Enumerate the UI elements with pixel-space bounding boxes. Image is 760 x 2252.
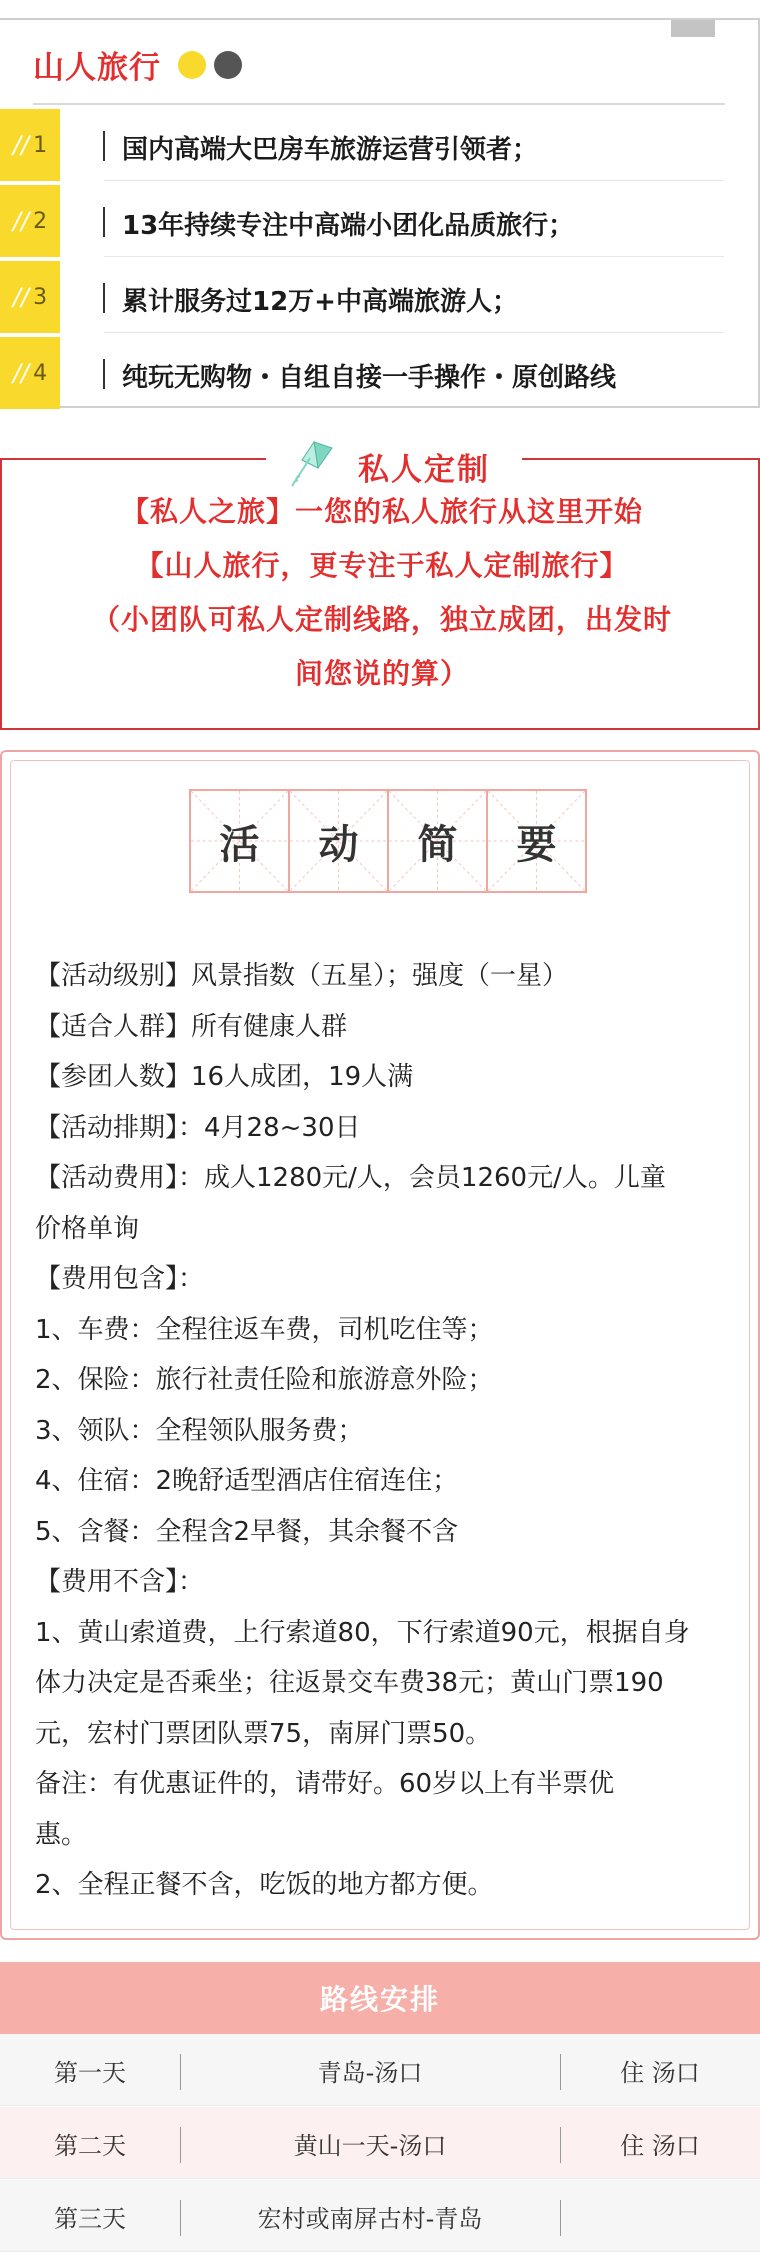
title-char: 活: [219, 821, 260, 868]
feature-divider: [104, 256, 724, 257]
feature-text: 13年持续专注中高端小团化品质旅行；: [122, 211, 575, 241]
title-grid-cell: [189, 789, 290, 893]
feature-text: 纯玩无购物・自组自接一手操作・原创路线: [122, 363, 617, 393]
feature-bar-icon: [103, 359, 105, 389]
summary-line: 惠。: [35, 1819, 88, 1850]
summary-line: 2、全程正餐不含，吃饭的地方都方便。: [35, 1870, 494, 1900]
summary-line: 3、领队：全程领队服务费；: [35, 1415, 364, 1446]
feature-number: 4: [33, 360, 48, 386]
summary-line: 【适合人群】所有健康人群: [35, 1011, 348, 1042]
summary-line: 1、车费：全程往返车费，司机吃住等；: [35, 1314, 494, 1345]
brand-title: 山人旅行: [33, 50, 161, 86]
slash-glyph: //: [12, 131, 30, 159]
feature-divider: [104, 332, 724, 333]
title-char: 简: [417, 821, 458, 868]
kite-icon: [284, 438, 336, 490]
route-stay: 住 汤口: [620, 2058, 700, 2087]
feature-bar-icon: [103, 283, 105, 313]
brand-divider: [33, 103, 725, 105]
summary-line: 【活动费用】：成人1280元/人，会员1260元/人。儿童: [35, 1163, 666, 1193]
route-row: [0, 2107, 760, 2179]
route-day: 第一天: [54, 2058, 126, 2087]
custom-line: 【私人之旅】一您的私人旅行从这里开始: [120, 495, 643, 528]
title-char: 要: [516, 821, 557, 868]
slash-glyph: //: [12, 207, 30, 235]
feature-number: 2: [33, 208, 48, 234]
custom-line: 【山人旅行，更专注于私人定制旅行】: [135, 549, 629, 582]
feature-number-badge: [0, 261, 60, 333]
custom-heading: [266, 438, 522, 488]
route-path: 黄山一天-汤口: [293, 2131, 447, 2160]
route-row: [0, 2034, 760, 2106]
summary-line: 4、住宿：2晚舒适型酒店住宿连住；: [35, 1466, 459, 1496]
custom-travel-box: [0, 452, 760, 730]
brand-tab-decoration: [671, 20, 715, 37]
feature-bar-icon: [103, 207, 105, 237]
summary-line: 【费用不含】：: [35, 1567, 205, 1597]
route-stay: 住 汤口: [620, 2131, 700, 2160]
feature-number-badge: [0, 185, 60, 257]
feature-number: 1: [33, 132, 48, 158]
custom-line: 间您说的算）: [294, 657, 469, 690]
slash-glyph: //: [12, 359, 30, 387]
feature-number: 3: [33, 284, 48, 310]
route-path: 宏村或南屏古村-青岛: [257, 2204, 483, 2233]
summary-line: 【活动排期】：4月28~30日: [35, 1112, 361, 1143]
summary-text-block: [35, 951, 745, 1911]
summary-line: 【费用包含】：: [35, 1264, 205, 1294]
route-path: 青岛-汤口: [317, 2058, 423, 2087]
feature-item: [0, 337, 740, 409]
slash-glyph: //: [12, 283, 30, 311]
summary-line: 【参团人数】16人成团，19人满: [35, 1062, 414, 1092]
brand-card: [0, 18, 760, 408]
feature-text: 国内高端大巴房车旅游运营引领者；: [122, 135, 539, 165]
summary-line: 1、黄山索道费，上行索道80，下行索道90元，根据自身: [35, 1617, 690, 1648]
feature-item: [0, 109, 740, 181]
route-row: [0, 2180, 760, 2252]
title-grid-cell: [486, 789, 587, 893]
custom-title: 私人定制: [358, 452, 490, 488]
summary-line: 价格单询: [35, 1213, 140, 1244]
feature-bar-icon: [103, 131, 105, 161]
route-day: 第二天: [54, 2131, 126, 2160]
summary-line: 【活动级别】风景指数（五星）；强度（一星）: [35, 961, 569, 991]
feature-number-badge: [0, 109, 60, 181]
summary-line: 体力决定是否乘坐；往返景交车费38元；黄山门票190: [35, 1668, 664, 1698]
summary-line: 备注：有优惠证件的，请带好。60岁以上有半票优: [35, 1769, 615, 1799]
route-day: 第三天: [54, 2204, 126, 2233]
summary-title-grid: [189, 789, 593, 893]
custom-line: （小团队可私人定制线路，独立成团，出发时: [91, 603, 672, 636]
title-char: 动: [318, 821, 359, 868]
title-grid-cell: [288, 789, 389, 893]
route-header: 路线安排: [0, 1962, 760, 2034]
activity-summary-inner-frame: [10, 760, 750, 1930]
feature-divider: [104, 180, 724, 181]
title-grid-cell: [387, 789, 488, 893]
feature-item: [0, 261, 740, 333]
summary-line: 2、保险：旅行社责任险和旅游意外险；: [35, 1365, 494, 1395]
feature-number-badge: [0, 337, 60, 409]
yellow-dot-icon: [178, 51, 206, 79]
summary-line: 5、含餐：全程含2早餐，其余餐不含: [35, 1516, 459, 1547]
route-stay: [560, 2180, 760, 2252]
gray-dot-icon: [214, 51, 242, 79]
summary-line: 元，宏村门票团队票75，南屏门票50。: [35, 1718, 492, 1749]
feature-item: [0, 185, 740, 257]
feature-text: 累计服务过12万+中高端旅游人；: [122, 287, 518, 317]
activity-summary-card: [0, 750, 760, 1940]
